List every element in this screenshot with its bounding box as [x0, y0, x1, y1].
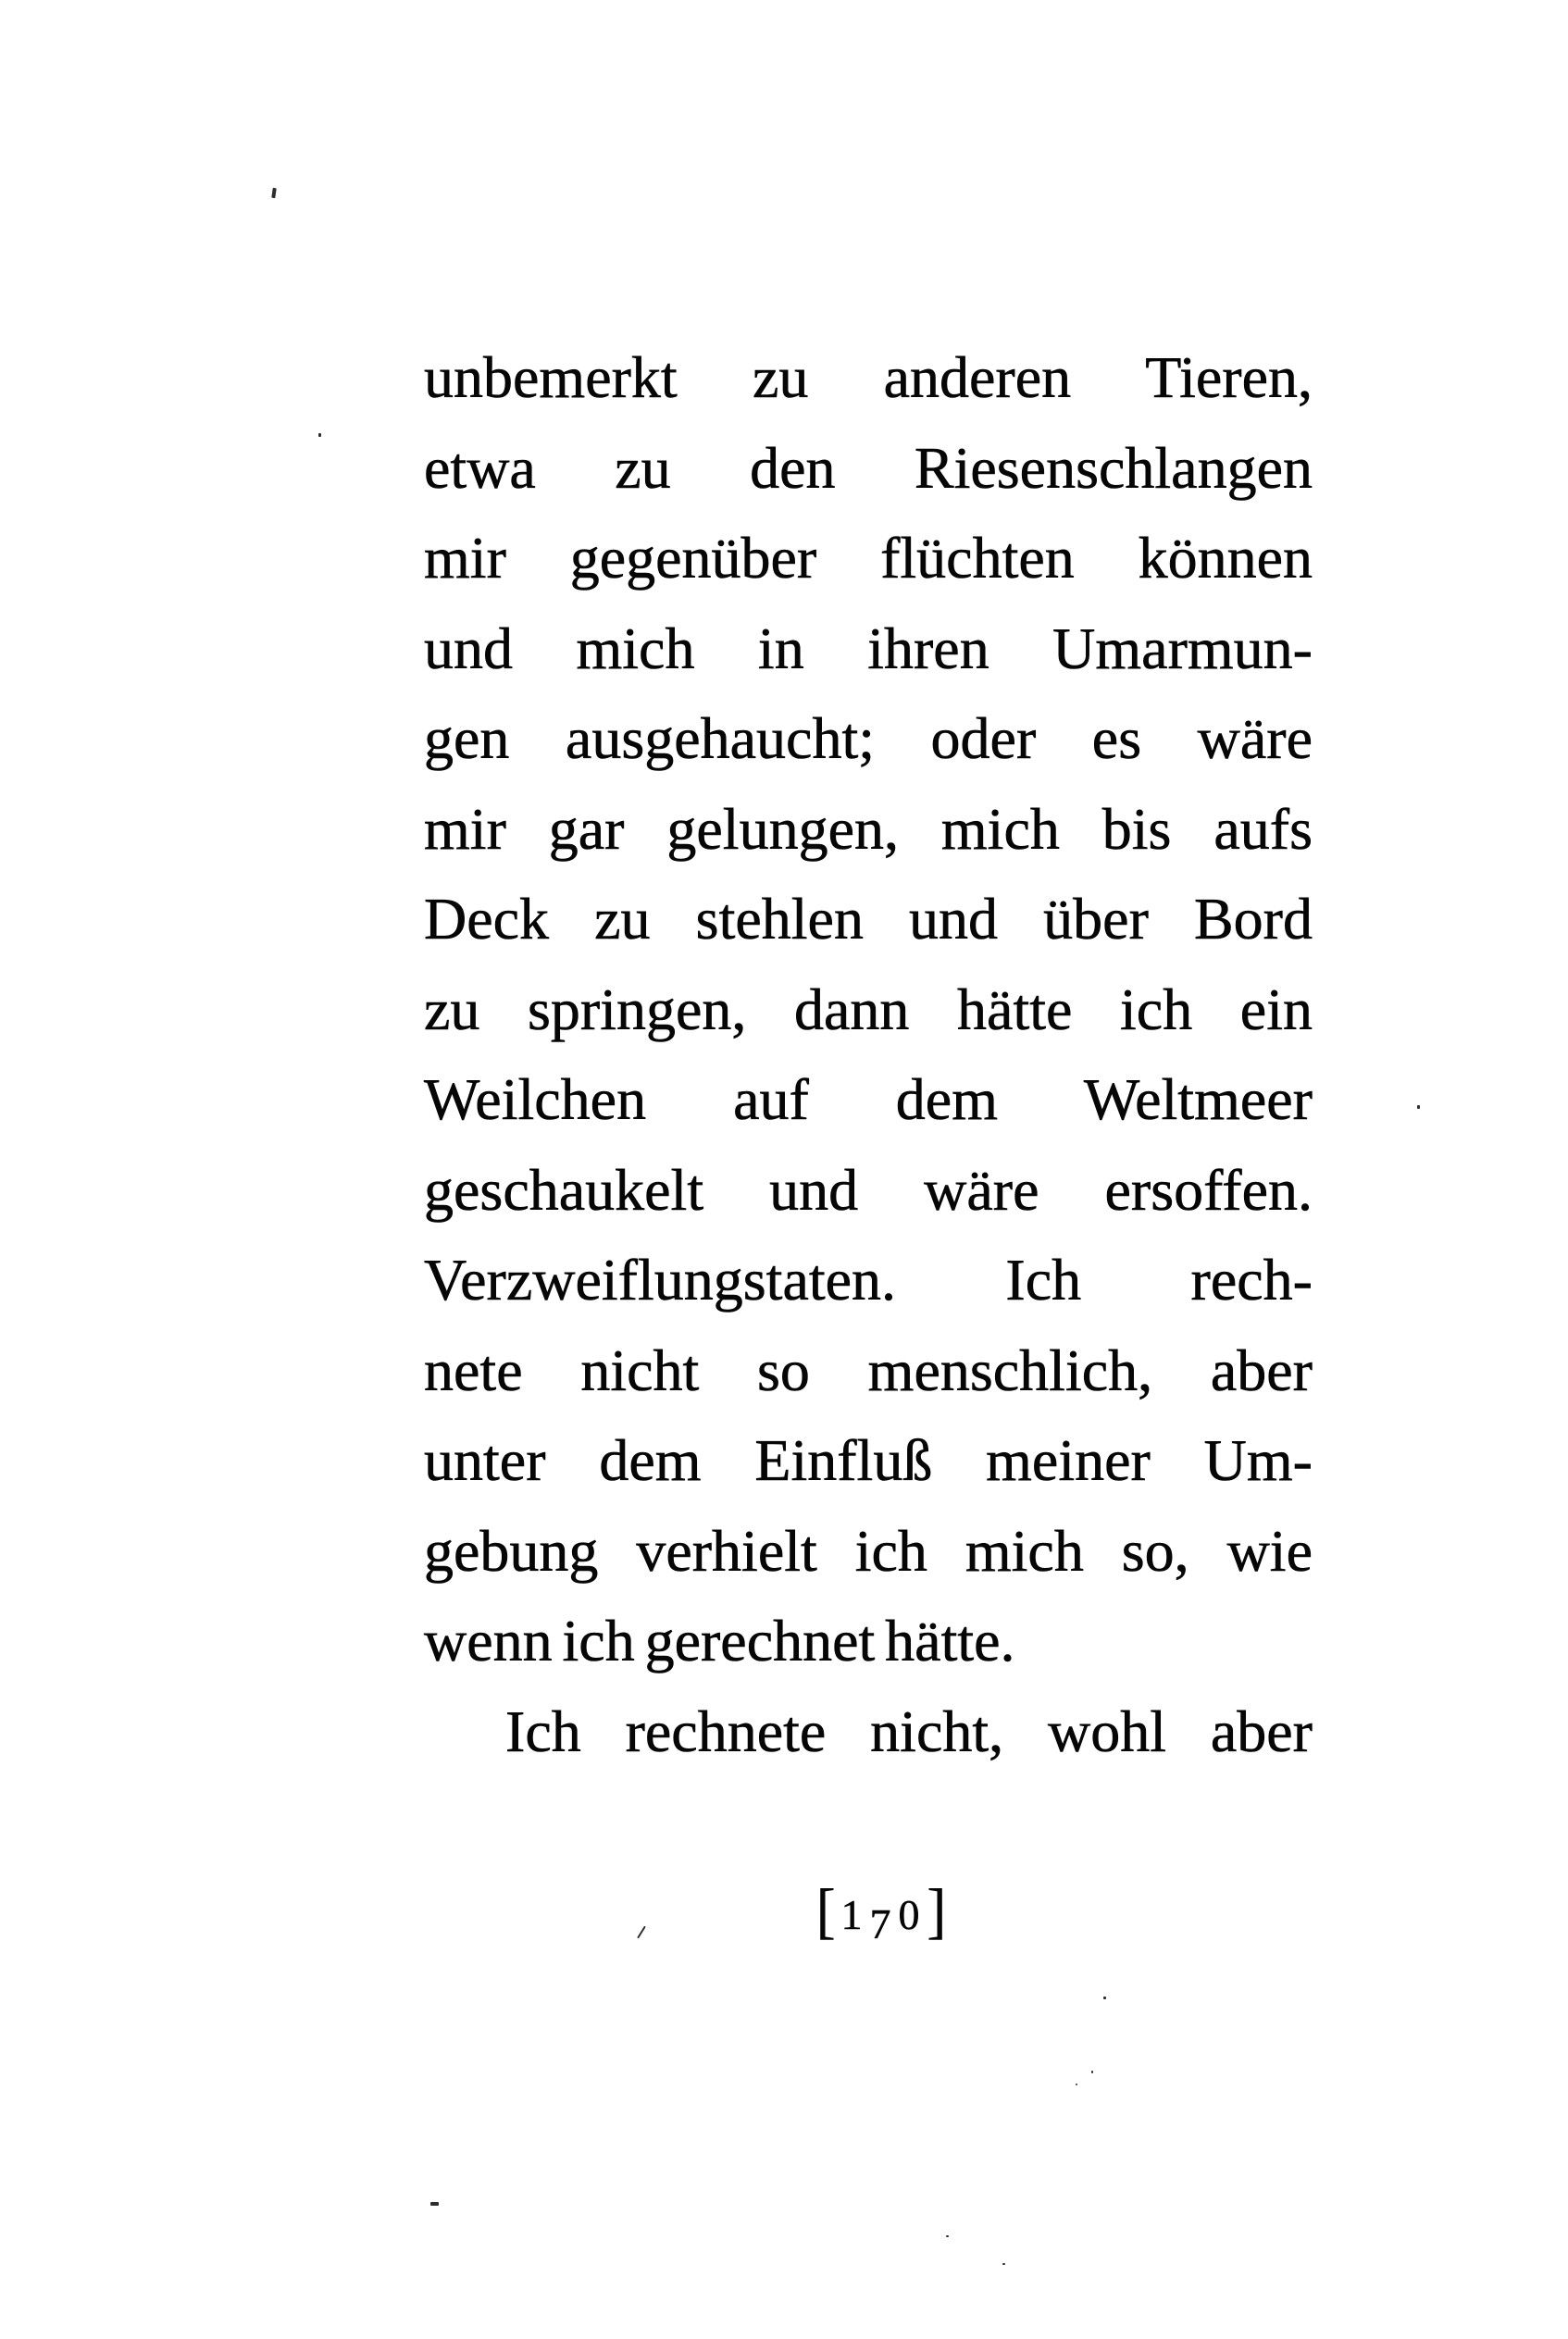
text-line: Deck zu stehlen und über Bord: [424, 886, 1313, 952]
text-line: etwa zu den Riesenschlangen: [424, 434, 1313, 501]
text-line: Weilchen auf dem Weltmeer: [424, 1066, 1313, 1132]
text-line: unter dem Einfluß meiner Um-: [424, 1427, 1313, 1493]
scan-speck: [946, 2235, 949, 2237]
text-line: Ich rechnete nicht, wohl aber: [505, 1698, 1313, 1764]
scan-speck: [318, 433, 321, 437]
scan-speck: [1417, 1105, 1420, 1109]
folio-digit: 7: [869, 1900, 893, 1947]
text-line: gebung verhielt ich mich so, wie: [424, 1517, 1313, 1584]
folio-bracket-left: [: [815, 1877, 836, 1946]
body-text: [424, 332, 1313, 1776]
text-line: mir gegenüber flüchten können: [424, 525, 1313, 591]
scan-speck: [1103, 1997, 1106, 1999]
scan-speck: [271, 188, 276, 198]
folio-digit: 0: [898, 1891, 922, 1938]
scan-speck: [1076, 2084, 1077, 2085]
text-line: wenn ich gerechnet hätte.: [424, 1608, 1015, 1673]
text-line: unbemerkt zu anderen Tieren,: [424, 344, 1313, 410]
scan-speck: [1002, 2263, 1005, 2265]
text-line: mir gar gelungen, mich bis aufs: [424, 795, 1313, 862]
text-line: nete nicht so menschlich, aber: [424, 1337, 1313, 1403]
text-line: und mich in ihren Umarmun-: [424, 615, 1313, 681]
folio-bracket-right: ]: [927, 1877, 947, 1946]
text-line: gen ausgehaucht; oder es wäre: [424, 705, 1313, 771]
text-line: Verzweiflungstaten. Ich rech-: [424, 1247, 1313, 1313]
page-number: [437, 1877, 1325, 1950]
scan-speck: [1091, 2071, 1093, 2073]
scan-speck: [430, 2202, 439, 2206]
text-line: zu springen, dann hätte ich ein: [424, 976, 1313, 1042]
folio-digit: 1: [840, 1891, 865, 1938]
text-line: geschaukelt und wäre ersoffen.: [424, 1156, 1313, 1223]
